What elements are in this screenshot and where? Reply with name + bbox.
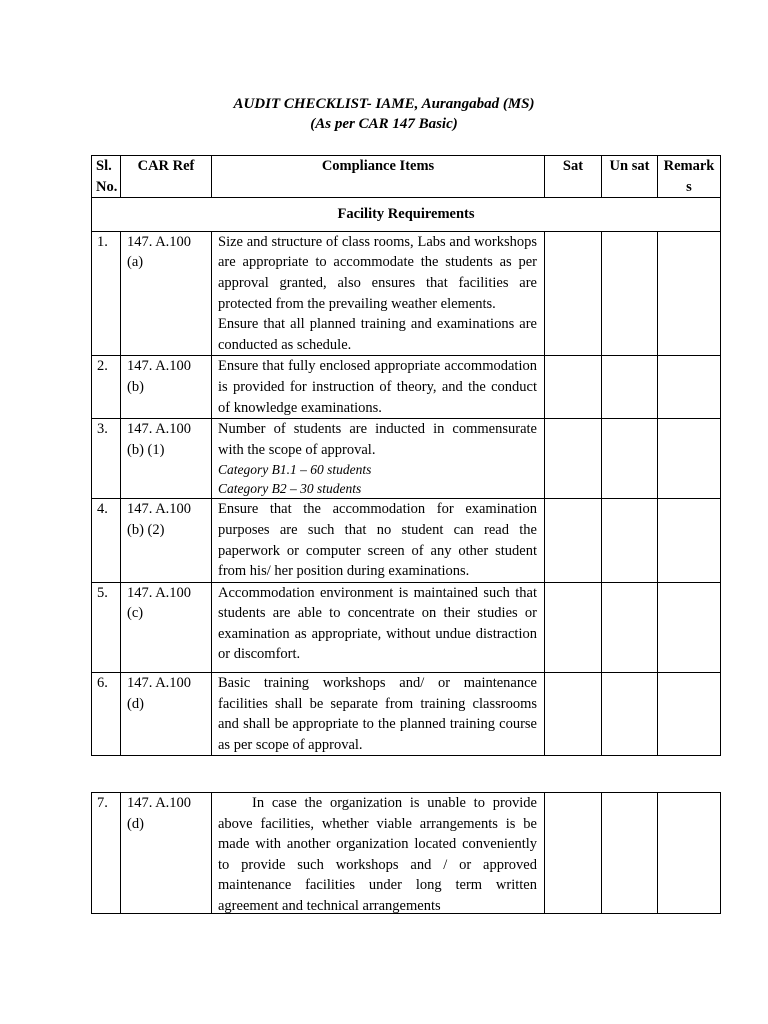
- remarks-cell[interactable]: [658, 673, 721, 756]
- col-header-car-ref: CAR Ref: [121, 156, 212, 198]
- row-number: 6.: [92, 673, 121, 756]
- row-number: 1.: [92, 231, 121, 356]
- compliance-item: Basic training workshops and/ or maintenance facilities shall be separate from training classrooms and shall be appropriate to the planned training course as per scope of approval.: [212, 673, 545, 756]
- sat-cell[interactable]: [545, 673, 602, 756]
- title-line-2: (As per CAR 147 Basic): [310, 116, 458, 132]
- unsat-cell[interactable]: [602, 582, 658, 672]
- car-ref: 147. A.100 (b) (2): [121, 499, 212, 582]
- compliance-text-2: Ensure that all planned training and examinations are conducted as schedule.: [218, 316, 537, 353]
- table-row: [92, 793, 721, 914]
- col-header-compliance-items: Compliance Items: [212, 156, 545, 198]
- col-header-sat: Sat: [545, 156, 602, 198]
- category-b2-note: Category B2 – 30 students: [218, 481, 362, 497]
- remarks-cell[interactable]: [658, 793, 721, 914]
- section-title: Facility Requirements: [92, 198, 721, 232]
- audit-checklist-table-continued: [91, 792, 721, 914]
- table-row: [92, 419, 721, 499]
- sat-cell[interactable]: [545, 582, 602, 672]
- car-ref: 147. A.100 (b): [121, 356, 212, 419]
- car-ref: 147. A.100 (c): [121, 582, 212, 672]
- compliance-item: Accommodation environment is maintained such that students are able to concentrate on their studies or examination as appropriate, without undue distraction or discomfort.: [212, 582, 545, 672]
- section-row: [92, 198, 721, 232]
- table-row: [92, 499, 721, 582]
- unsat-cell[interactable]: [602, 419, 658, 499]
- car-ref: 147. A.100 (b) (1): [121, 419, 212, 499]
- car-ref: 147. A.100 (d): [121, 673, 212, 756]
- sat-cell[interactable]: [545, 419, 602, 499]
- remarks-cell[interactable]: [658, 231, 721, 356]
- remarks-cell[interactable]: [658, 582, 721, 672]
- category-b1-note: Category B1.1 – 60 students: [218, 462, 372, 478]
- compliance-text: Size and structure of class rooms, Labs and workshops are appropriate to accommodate the students as per approval granted, also ensures that facilities are protected from the prevailing weather elements.: [218, 233, 537, 312]
- compliance-item: [212, 793, 545, 914]
- car-ref: 147. A.100 (d): [121, 793, 212, 914]
- document-title: [0, 94, 768, 134]
- sat-cell[interactable]: [545, 356, 602, 419]
- row-number: 5.: [92, 582, 121, 672]
- row-number: 4.: [92, 499, 121, 582]
- col-header-sl: Sl. No.: [92, 156, 121, 198]
- sat-cell[interactable]: [545, 231, 602, 356]
- compliance-item: [212, 231, 545, 356]
- unsat-cell[interactable]: [602, 231, 658, 356]
- col-header-remarks: Remarks: [658, 156, 721, 198]
- table-row: [92, 231, 721, 356]
- unsat-cell[interactable]: [602, 499, 658, 582]
- table-row: [92, 673, 721, 756]
- row-number: 7.: [92, 793, 121, 914]
- row-number: 3.: [92, 419, 121, 499]
- col-header-unsat: Un sat: [602, 156, 658, 198]
- remarks-cell[interactable]: [658, 419, 721, 499]
- car-ref: 147. A.100 (a): [121, 231, 212, 356]
- unsat-cell[interactable]: [602, 356, 658, 419]
- compliance-text: In case the organization is unable to provide above facilities, whether viable arrangements is be made with another organization located conveniently to provide such workshops and / or approved maintenance facilities under long term written agreement and technical arrangements: [218, 795, 537, 913]
- compliance-text: Number of students are inducted in commensurate with the scope of approval.: [218, 421, 537, 458]
- audit-checklist-table: [91, 155, 721, 756]
- compliance-item: Ensure that the accommodation for examination purposes are such that no student can read the paperwork or computer screen of any other student from his/ her position during examinations.: [212, 499, 545, 582]
- unsat-cell[interactable]: [602, 673, 658, 756]
- title-line-1: AUDIT CHECKLIST- IAME, Aurangabad (MS): [233, 96, 535, 112]
- sat-cell[interactable]: [545, 793, 602, 914]
- unsat-cell[interactable]: [602, 793, 658, 914]
- row-number: 2.: [92, 356, 121, 419]
- compliance-item: [212, 419, 545, 499]
- compliance-item: Ensure that fully enclosed appropriate accommodation is provided for instruction of theory, and the conduct of knowledge examinations.: [212, 356, 545, 419]
- remarks-cell[interactable]: [658, 356, 721, 419]
- table-row: [92, 356, 721, 419]
- remarks-cell[interactable]: [658, 499, 721, 582]
- header-row: [92, 156, 721, 198]
- sat-cell[interactable]: [545, 499, 602, 582]
- table-row: [92, 582, 721, 672]
